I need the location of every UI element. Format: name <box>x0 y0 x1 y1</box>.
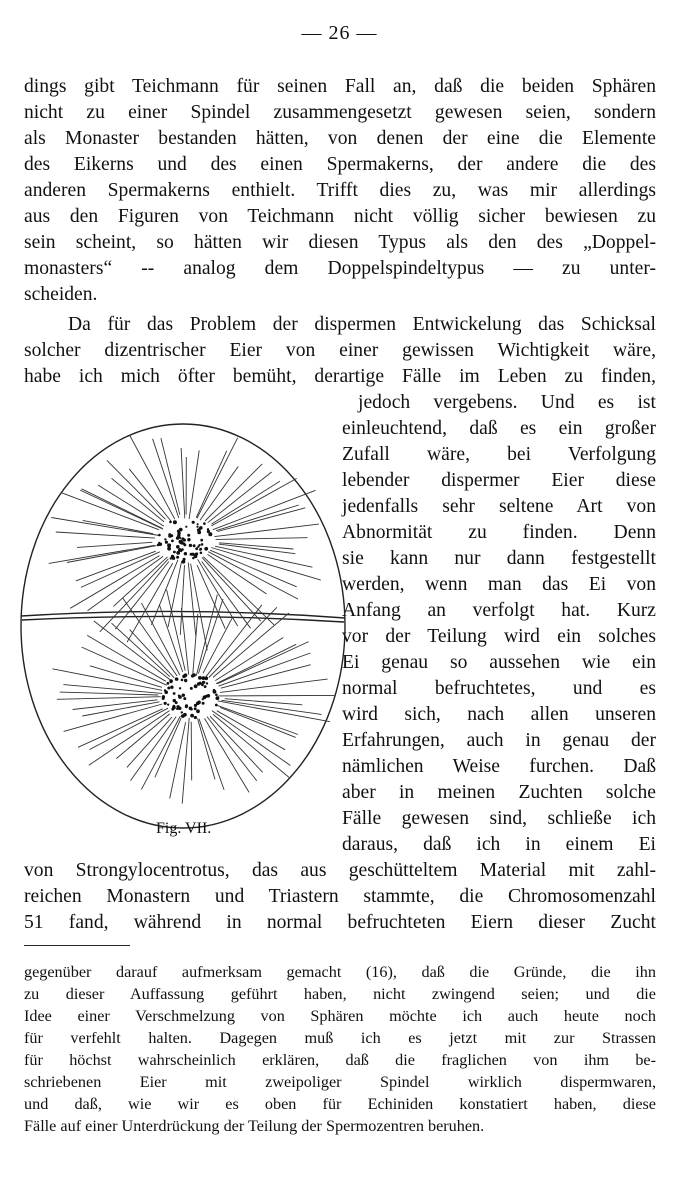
aster-fibre <box>142 603 180 675</box>
chromatin-dot <box>170 686 173 689</box>
aster-fibre <box>211 548 321 581</box>
footnote-line: für höchst wahrscheinlich erklären, daß die fraglichen von ihm be- <box>24 1051 656 1069</box>
text-line: als Monaster bestanden hätten, von denen der eine die Elemente <box>24 128 656 149</box>
chromatin-dot <box>173 699 176 702</box>
side-text-line: normal befruchtetes, und es <box>342 678 656 699</box>
chromatin-dot <box>207 694 211 698</box>
chromatin-dot <box>178 548 182 552</box>
aster-fibre <box>83 520 153 533</box>
chromatin-dot <box>169 521 172 524</box>
aster-fibre <box>129 469 171 521</box>
chromatin-dot <box>194 716 197 719</box>
aster-fibre <box>57 697 161 700</box>
aster-fibre <box>81 552 160 588</box>
chromatin-dot <box>159 543 162 546</box>
chromatin-dot <box>200 548 203 551</box>
aster-fibre <box>56 532 155 538</box>
aster-fibre <box>52 669 162 691</box>
chromatin-dot <box>164 538 166 540</box>
side-text-line: Ei genau so aussehen wie ein <box>342 652 656 673</box>
chromatin-dot <box>200 539 203 542</box>
page-number: — 26 — <box>301 22 378 44</box>
text-line: Da für das Problem der dispermen Entwickelung das Schicksal <box>68 314 656 335</box>
chromatin-dot <box>173 705 176 708</box>
chromatin-dot <box>167 682 170 685</box>
chromatin-dot <box>204 685 207 688</box>
text-line: von Strongylocentrotus, das aus geschütteltem Material mit zahl- <box>24 860 656 881</box>
side-text-line: daraus, daß ich in einem Ei <box>342 834 656 855</box>
text-line: sein scheint, so hätten wir diesen Typus als den des „Doppel- <box>24 232 656 253</box>
chromatin-dot <box>181 679 184 682</box>
side-text-line: Abnormität zu finden. Denn <box>342 522 656 543</box>
chromatin-dot <box>179 540 183 544</box>
side-text-line: Erfahrungen, auch in genau der <box>342 730 656 751</box>
aster-fibre <box>76 551 156 581</box>
aster-fibre <box>198 718 216 779</box>
aster-fibre <box>220 708 296 738</box>
aster-fibre <box>112 623 170 677</box>
aster-fibre <box>67 546 157 563</box>
aster-fibre <box>180 565 184 635</box>
chromatin-dot <box>183 697 186 700</box>
side-text-line: aber in meinen Zuchten solche <box>342 782 656 803</box>
chromatin-dot <box>167 704 169 706</box>
aster-fibre <box>131 717 177 781</box>
chromatin-dot <box>171 540 174 543</box>
chromatin-dot <box>202 676 206 680</box>
aster-fibre <box>182 718 189 804</box>
aster-fibre <box>196 451 227 518</box>
aster-fibre <box>198 599 223 674</box>
aster-fibre <box>206 605 262 678</box>
text-line: nicht zu einer Spindel zusammengesetzt gewesen seien, sondern <box>24 102 656 123</box>
aster-fibre <box>196 595 217 676</box>
footnote-line: und daß, wie wir es oben für Echiniden konstatiert haben, diese <box>24 1095 656 1113</box>
chromatin-dot <box>194 707 197 710</box>
chromatin-dot <box>195 552 198 555</box>
text-line: 51 fand, während in normal befruchteten Eiern dieser Zucht <box>24 912 656 933</box>
footnote-line: gegenüber darauf aufmerksam gemacht (16), daß die Gründe, die ihn <box>24 963 656 981</box>
aster-fibre <box>203 557 274 625</box>
aster-fibre <box>155 718 181 777</box>
chromatin-dot <box>176 545 180 549</box>
footnote-line: für verfehlt halten. Dagegen muß ich es jetzt mit zur Strassen <box>24 1029 656 1047</box>
chromatin-dot <box>173 520 177 524</box>
chromatin-dot <box>176 556 179 559</box>
aster-fibre <box>181 608 188 675</box>
text-line: aus den Figuren von Teichmann nicht völlig sicher bewiesen zu <box>24 206 656 227</box>
aster-fibre <box>153 439 179 518</box>
chromatin-dot <box>189 707 193 711</box>
text-line: solcher dizentrischer Eier von einer gewissen Wichtigkeit wäre, <box>24 340 656 361</box>
footnote-line: schriebenen Eier mit zweipoliger Spindel wirklich dispermwaren, <box>24 1073 656 1091</box>
aster-fibre <box>98 485 164 526</box>
aster-fibre <box>63 685 162 694</box>
chromatin-dot <box>185 526 187 528</box>
chromatin-dot <box>206 682 208 684</box>
chromatin-dot <box>175 677 178 680</box>
chromatin-dot <box>197 546 199 548</box>
aster-fibre <box>49 545 155 563</box>
chromatin-dot <box>162 697 165 700</box>
chromatin-dot <box>164 702 167 705</box>
lower-aster <box>52 590 334 804</box>
chromatin-dot <box>203 681 206 684</box>
side-text-line: vor der Teilung wird ein solches <box>342 626 656 647</box>
text-line: reichen Monastern und Triastern stammte, die Chromosomenzahl <box>24 886 656 907</box>
chromatin-dot <box>182 675 186 679</box>
aster-fibre <box>220 679 328 692</box>
aster-fibre <box>210 550 297 587</box>
aster-fibre <box>197 438 238 519</box>
aster-fibre <box>100 559 169 632</box>
chromatin-dot <box>190 687 193 690</box>
chromatin-dot <box>173 551 176 554</box>
chromatin-dot <box>178 707 182 711</box>
chromatin-dot <box>181 714 185 718</box>
chromatin-dot <box>201 543 204 546</box>
chromatin-dot <box>184 544 187 547</box>
text-line: des Eikerns und des einen Spermakerns, der andere die des <box>24 154 656 175</box>
aster-fibre <box>141 716 180 789</box>
footnote-line: zu dieser Auffassung geführt haben, nicht zwingend seien; und die <box>24 985 656 1003</box>
side-text-line: Zufall wäre, bei Verfolgung <box>342 444 656 465</box>
chromatin-dot <box>216 696 220 700</box>
chromatin-dot <box>195 547 198 550</box>
chromatin-dot <box>182 694 184 696</box>
chromatin-dot <box>192 521 195 524</box>
chromatin-dot <box>167 687 170 690</box>
chromatin-dot <box>197 682 200 685</box>
chromatin-dot <box>170 680 173 683</box>
aster-fibre <box>216 538 308 540</box>
aster-fibre <box>181 448 185 518</box>
aster-fibre <box>161 438 180 515</box>
text-line: monasters“ -- analog dem Doppelspindeltypus — zu unter- <box>24 258 656 279</box>
side-text-line: einleuchtend, daß es ein großer <box>342 418 656 439</box>
chromatin-dot <box>176 536 179 539</box>
chromatin-dot <box>184 552 187 555</box>
aster-fibre <box>82 647 167 685</box>
side-text-line: jedoch vergebens. Und es ist <box>358 392 656 413</box>
chromatin-dot <box>194 684 198 688</box>
chromatin-dot <box>179 537 181 539</box>
chromatin-dot <box>183 558 186 561</box>
aster-fibre <box>193 614 198 675</box>
chromatin-dot <box>202 702 205 705</box>
chromatin-dot <box>207 528 209 530</box>
aster-fibre <box>217 711 285 750</box>
chromatin-dot <box>203 522 206 525</box>
chromatin-dot <box>190 714 194 718</box>
side-text-line: lebender dispermer Eier diese <box>342 470 656 491</box>
aster-fibre <box>216 644 296 683</box>
chromatin-dot <box>165 541 168 544</box>
footnote-rule <box>24 945 130 946</box>
footnote-line: Idee einer Verschmelzung von Sphären möchte ich auch heute noch <box>24 1007 656 1025</box>
side-text-line: Anfang an verfolgt hat. Kurz <box>342 600 656 621</box>
chromatin-dot <box>167 543 171 547</box>
side-text-line: werden, wenn man das Ei von <box>342 574 656 595</box>
chromatin-dot <box>172 557 175 560</box>
chromatin-dot <box>213 689 216 692</box>
chromatin-dot <box>181 537 184 540</box>
chromatin-dot <box>187 538 190 541</box>
figure-caption: Fig. VII. <box>156 820 212 837</box>
side-text-line: jedenfalls sehr seltene Art von <box>342 496 656 517</box>
chromatin-dot <box>177 532 180 535</box>
chromatin-dot <box>193 544 196 547</box>
figure-vii-drawing <box>18 420 348 832</box>
side-text-line: nämlichen Weise furchen. Daß <box>342 756 656 777</box>
chromatin-dot <box>215 694 218 697</box>
chromatin-dot <box>198 676 202 680</box>
chromatin-dot <box>190 553 193 556</box>
chromatin-dot <box>194 704 197 707</box>
chromatin-dot <box>179 687 181 689</box>
aster-fibre <box>90 666 162 688</box>
text-line: dings gibt Teichmann für seinen Fall an, daß die beiden Sphären <box>24 76 656 97</box>
chromatin-dot <box>158 534 161 537</box>
aster-fibre <box>208 554 267 594</box>
aster-fibre <box>127 563 173 642</box>
chromatin-dot <box>215 704 218 707</box>
text-line: habe ich mich öfter bemüht, derartige Fälle im Leben zu finden, <box>24 366 656 387</box>
chromatin-dot <box>204 547 208 551</box>
aster-fibre <box>189 450 199 519</box>
aster-fibre <box>218 695 334 696</box>
chromatin-dot <box>173 692 176 695</box>
aster-fibre <box>89 708 168 749</box>
text-line: anderen Spermakerns enthielt. Trifft dies zu, was mir allerdings <box>24 180 656 201</box>
aster-fibre <box>191 722 192 781</box>
text-line: scheiden. <box>24 284 98 305</box>
aster-fibre <box>208 552 298 599</box>
aster-fibre <box>107 460 165 519</box>
chromatin-dot <box>184 679 187 682</box>
side-text-line: sie kann nur dann festgestellt <box>342 548 656 569</box>
aster-fibre <box>89 711 170 766</box>
aster-fibre <box>213 613 289 677</box>
aster-fibre <box>216 505 299 531</box>
aster-fibre <box>60 692 159 695</box>
chromatin-dot <box>200 552 203 555</box>
side-text-line: wird sich, nach allen unseren <box>342 704 656 725</box>
chromatin-dot <box>196 526 198 528</box>
chromatin-dot <box>187 534 190 537</box>
chromatin-dot <box>197 528 201 532</box>
chromatin-dot <box>178 695 180 697</box>
footnote-line: Fälle auf einer Unterdrückung der Teilung der Spermozentren beruhen. <box>24 1117 485 1135</box>
aster-fibre <box>64 704 163 731</box>
chromatin-dot <box>196 709 200 713</box>
chromatin-dot <box>168 533 171 536</box>
chromatin-dot <box>208 532 212 536</box>
chromatin-dot <box>185 704 188 707</box>
chromatin-dot <box>189 544 192 547</box>
chromatin-dot <box>197 523 199 525</box>
chromatin-dot <box>181 711 183 713</box>
aster-fibre <box>205 718 250 792</box>
aster-fibre <box>210 716 263 772</box>
chromatin-dot <box>192 557 195 560</box>
chromatin-dot <box>164 690 168 694</box>
chromatin-dot <box>193 673 196 676</box>
side-text-line: Fälle gewesen sind, schließe ich <box>342 808 656 829</box>
aster-fibre <box>207 717 257 781</box>
aster-fibre <box>77 542 152 547</box>
